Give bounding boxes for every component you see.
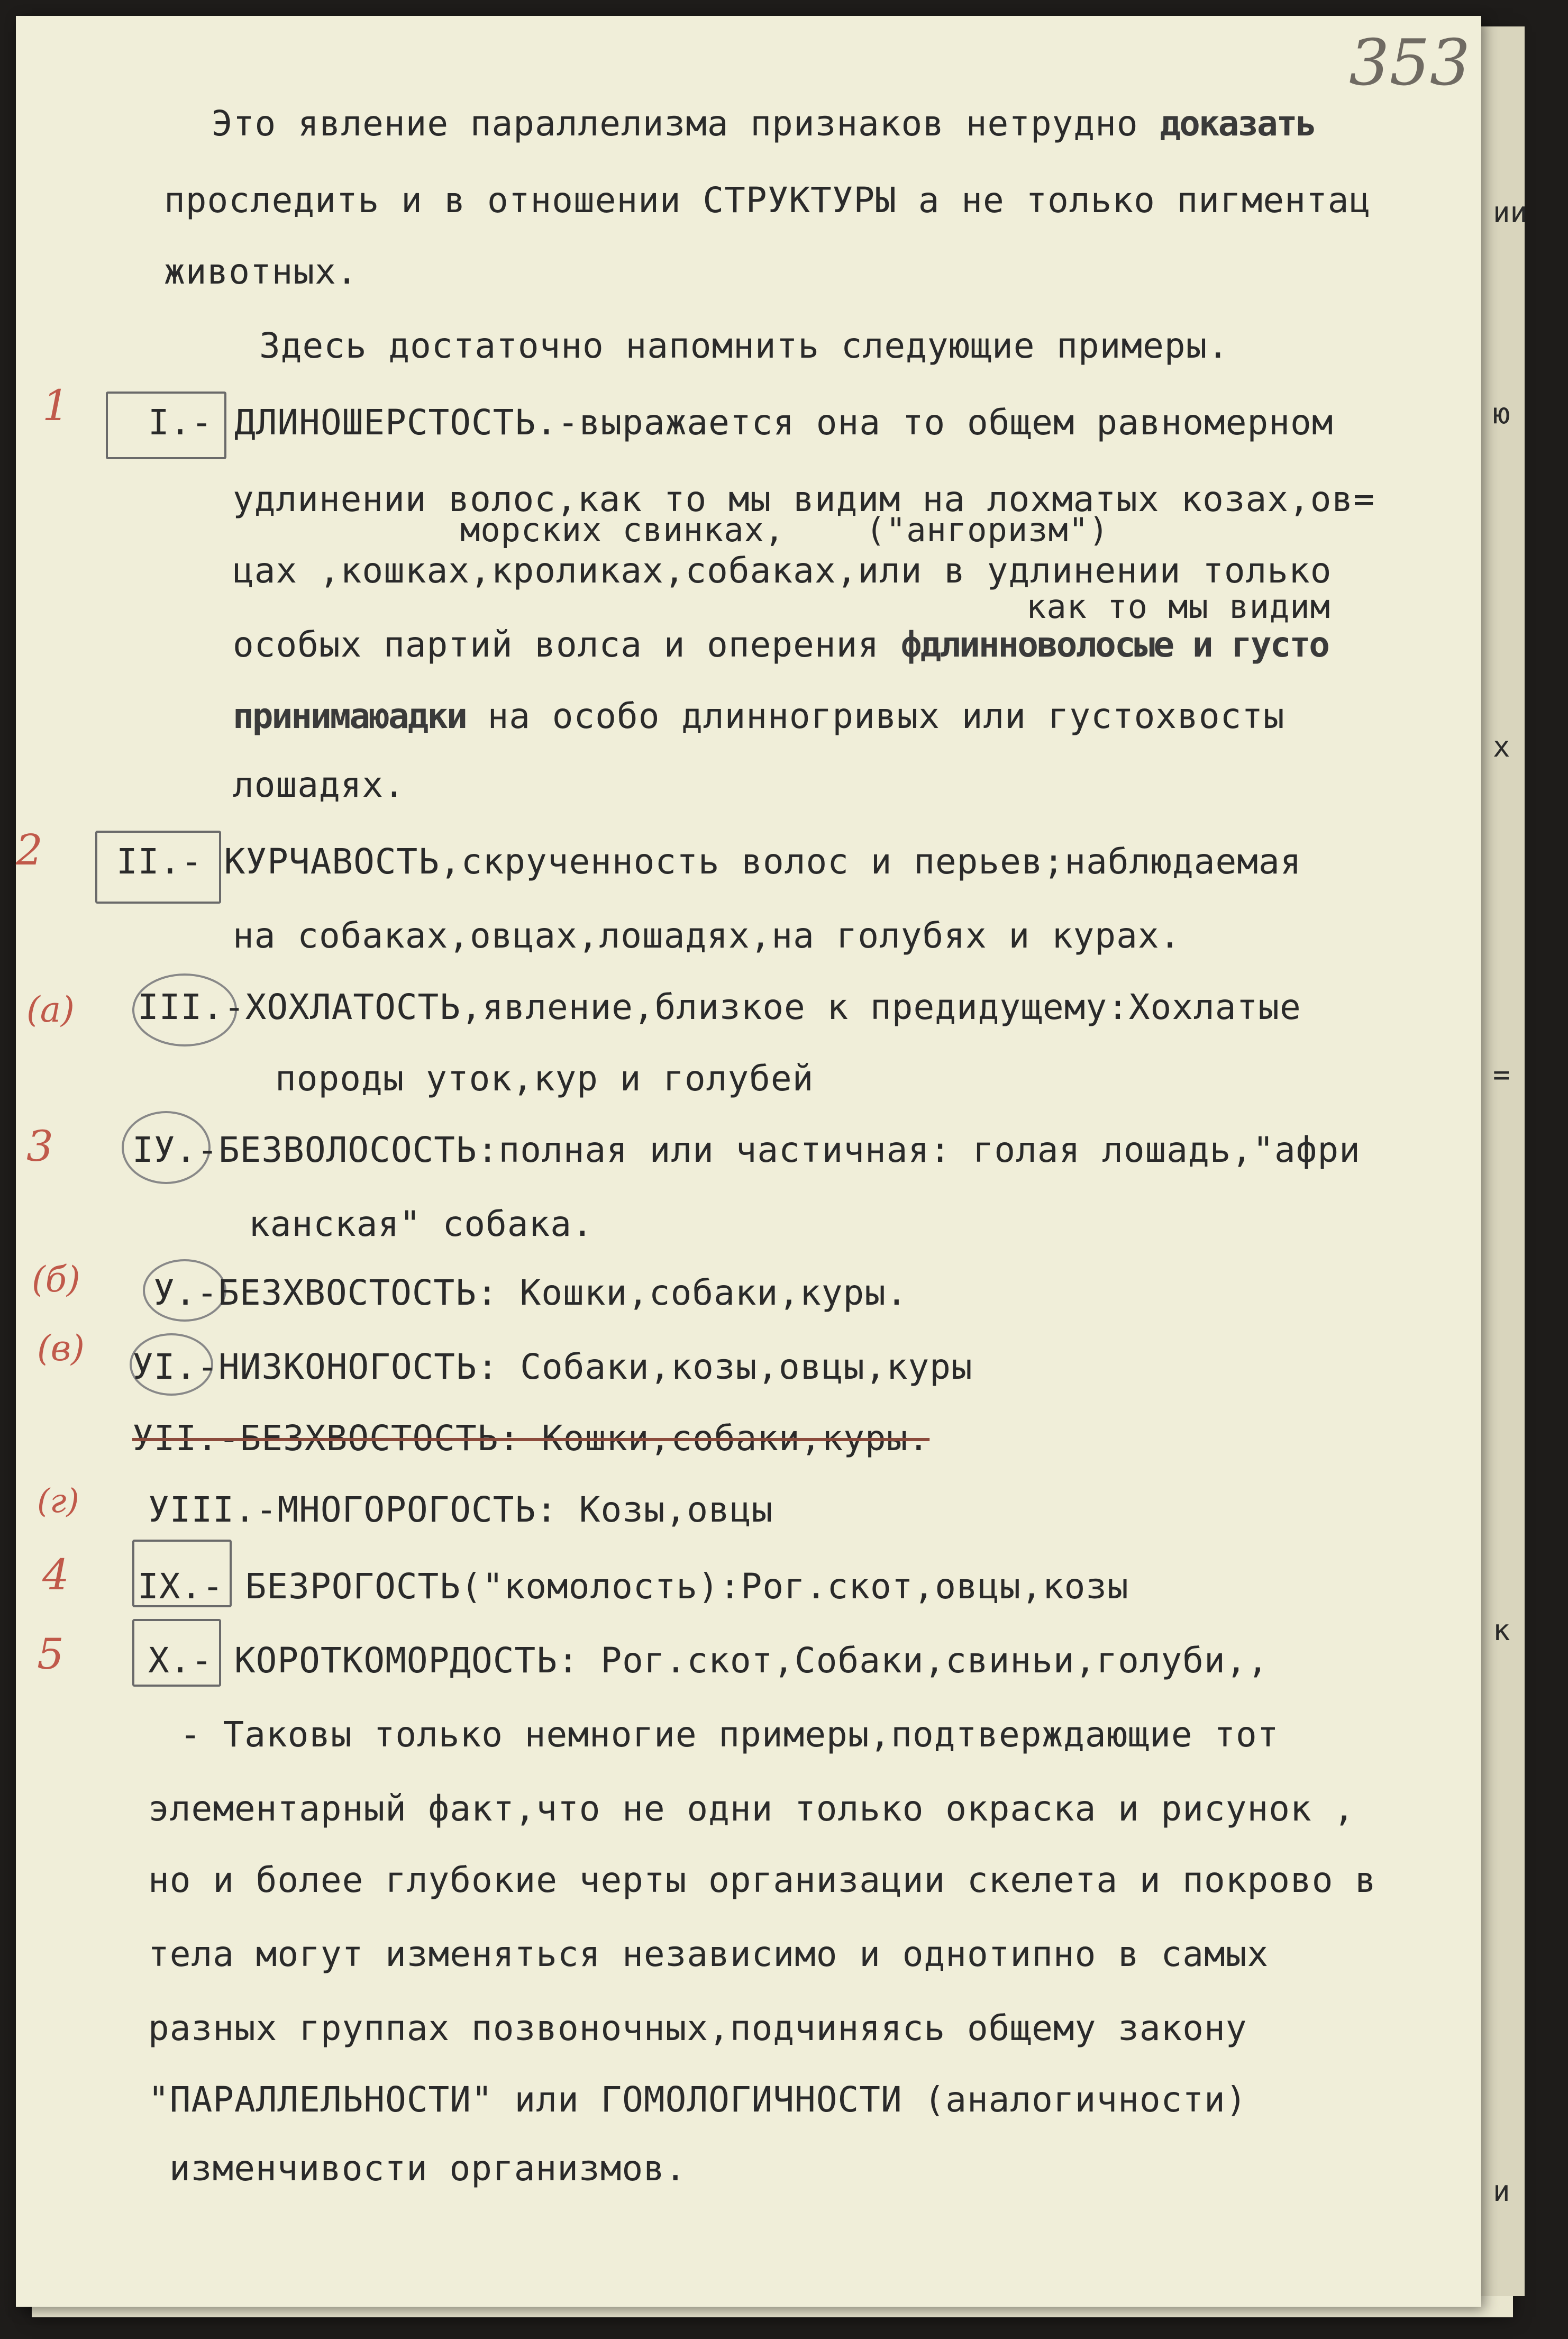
text-line: УIII.-МНОГОРОГОСТЬ: Козы,овцы [148, 1489, 773, 1530]
text-line: тела могут изменяться независимо и однотипно в самых [148, 1934, 1269, 1974]
text-line: особых партий волса и оперения фдлинноволосые и густо [233, 624, 1328, 665]
text-line: X.- КОРОТКОМОРДОСТЬ: Рог.скот,Собаки,свиньи,голуби,, [148, 1640, 1269, 1681]
edge-fragment: ю [1493, 397, 1510, 430]
margin-note: 1 [42, 381, 69, 430]
edge-fragment: к [1493, 1614, 1510, 1647]
overtyped-word: доказать [1160, 103, 1316, 144]
struck-text-line: УII.-БЕЗХВОСТОСТЬ: Кошки,собаки,куры. [132, 1418, 930, 1459]
edge-fragment: и [1493, 2174, 1510, 2208]
text-line: Здесь достаточно напомнить следующие примеры. [259, 325, 1229, 366]
edge-fragment: = [1493, 1058, 1510, 1091]
text-line: цах ,кошках,кроликах,собаках,или в удлинении только [233, 550, 1332, 591]
text-line: животных. [164, 251, 358, 292]
text-line: У.-БЕЗХВОСТОСТЬ: Кошки,собаки,куры. [153, 1272, 908, 1313]
text-line: канская" собака. [249, 1204, 594, 1244]
margin-note: (б) [32, 1259, 80, 1300]
text-line: II.- КУРЧАВОСТЬ,скрученность волос и перьев;наблюдаемая [116, 841, 1302, 882]
text-line: IУ.-БЕЗВОЛОСОСТЬ:полная или частичная: голая лошадь,"афри [132, 1130, 1361, 1170]
text-line: удлинении волос,как то мы видим на лохматых козах,ов= [233, 479, 1375, 520]
text-line: III.-ХОХЛАТОСТЬ,явление,близкое к предидущему:Хохлатые [138, 987, 1301, 1027]
text-line: изменчивости организмов. [169, 2148, 687, 2189]
edge-fragment: х [1493, 730, 1510, 763]
margin-note: (в) [37, 1328, 85, 1369]
text-line: УI.-НИЗКОНОГОСТЬ: Собаки,козы,овцы,куры [132, 1346, 973, 1387]
text-line: морских свинках, ("ангоризм") [460, 511, 1109, 549]
text-line: принимаюадки на особо длинногривых или густохвосты [233, 696, 1285, 736]
page-number: 353 [1349, 26, 1471, 100]
margin-note: (a) [26, 989, 75, 1030]
overtyped-word: фдлинноволосые и густо [900, 624, 1328, 665]
text-line: элементарный факт,что не одни только окраска и рисунок , [148, 1788, 1355, 1829]
text-line: но и более глубокие черты организации скелета и покрово в [148, 1860, 1376, 1900]
page-edge-strip [1476, 26, 1528, 2296]
margin-note: 2 [16, 825, 43, 875]
edge-fragment: ии [1493, 196, 1528, 229]
margin-note: 3 [26, 1122, 53, 1171]
margin-note: 4 [42, 1550, 69, 1599]
overtyped-word: принимаюадки [233, 696, 466, 736]
text-line: как то мы видим [1026, 587, 1330, 626]
margin-note: 5 [37, 1630, 64, 1679]
text-line: - Таковы только немногие примеры,подтверждающие тот [180, 1714, 1279, 1755]
text-line: Это явление параллелизма признаков нетрудно доказать [212, 103, 1316, 144]
text-line: породы уток,кур и голубей [275, 1058, 814, 1099]
text-line: разных группах позвоночных,подчиняясь общему закону [148, 2008, 1247, 2049]
text-line: "ПАРАЛЛЕЛЬНОСТИ" или ГОМОЛОГИЧНОСТИ (аналогичности) [148, 2079, 1247, 2120]
margin-note: (г) [37, 1481, 79, 1520]
text-line: I.- ДЛИНОШЕРСТОСТЬ.-выражается она то общем равномерном [148, 402, 1334, 443]
text-line: лошадях. [233, 765, 405, 805]
text-line: проследить и в отношении СТРУКТУРЫ а не только пигментац [164, 180, 1371, 221]
text-line: IX.- БЕЗРОГОСТЬ("комолость):Рог.скот,овцы,козы [138, 1566, 1129, 1607]
text-line: на собаках,овцах,лошадях,на голубях и курах. [233, 915, 1181, 956]
